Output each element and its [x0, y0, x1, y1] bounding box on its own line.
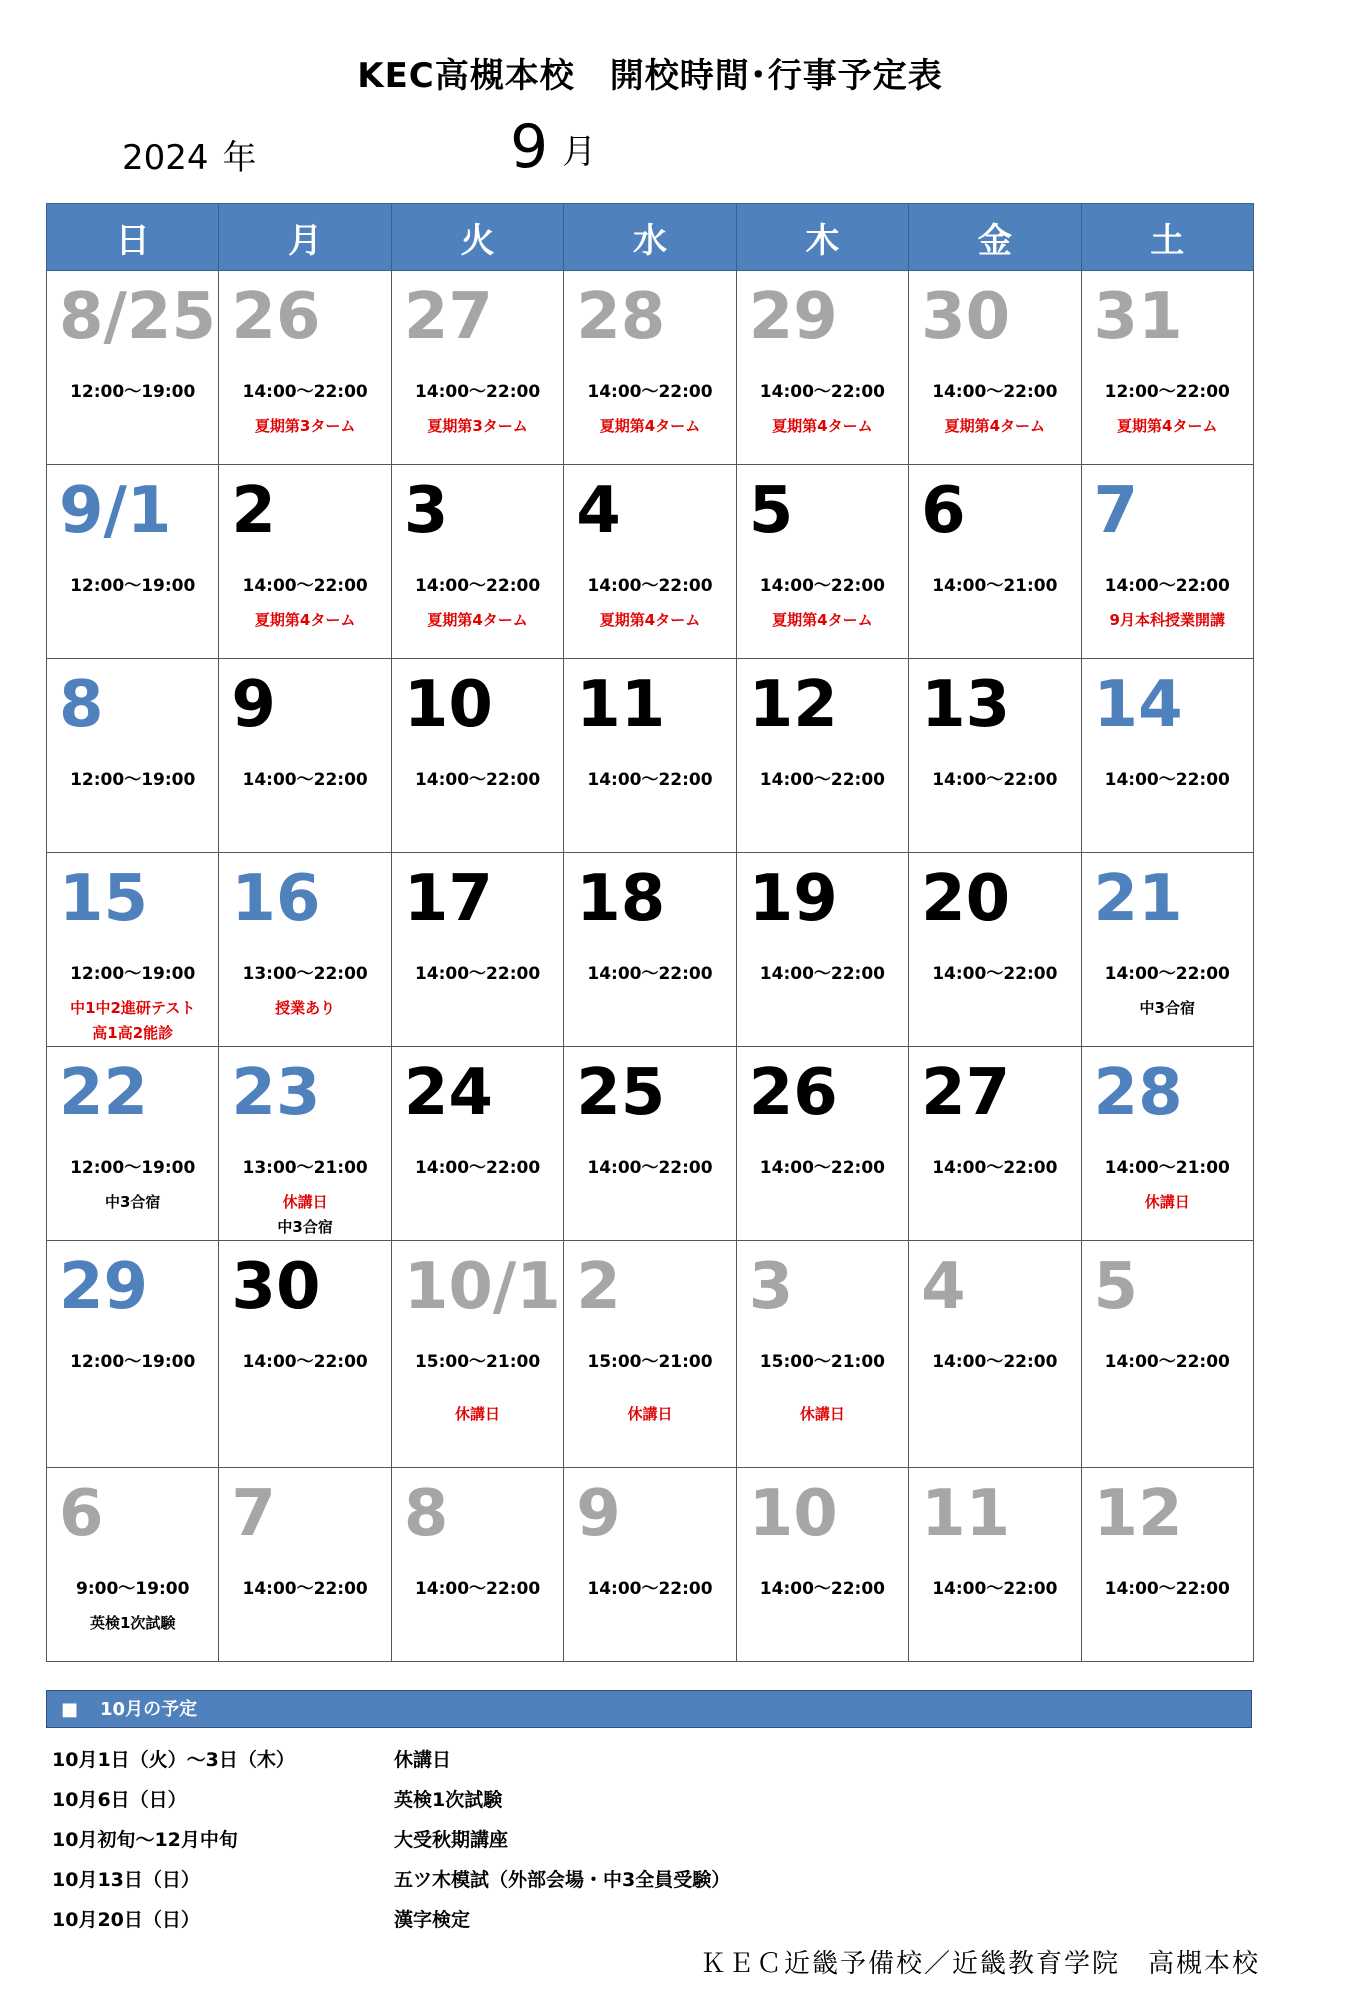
day-cell: [219, 271, 391, 465]
weekday-fri: 金: [909, 204, 1081, 271]
open-hours: 12:00～19:00: [70, 1352, 196, 1372]
square-bullet-icon: ■: [61, 1699, 79, 1720]
day-cell: [1081, 465, 1253, 659]
event-notes: [1082, 1190, 1253, 1215]
day-number: 27: [403, 280, 493, 354]
day-number: 12: [1093, 1477, 1183, 1551]
day-number: 25: [576, 1056, 666, 1130]
day-number: 2: [576, 1250, 621, 1324]
day-number: 23: [231, 1056, 321, 1130]
open-hours: 14:00～22:00: [587, 1579, 713, 1599]
week-row: [47, 465, 1254, 659]
day-number: 6: [59, 1477, 104, 1551]
schedule-item: [52, 1860, 1202, 1900]
day-number: 9/1: [59, 474, 172, 548]
event-notes: [47, 996, 218, 1046]
year-unit: 年: [222, 138, 257, 178]
open-hours: 14:00～22:00: [759, 1158, 886, 1178]
open-hours: 12:00～19:00: [70, 382, 196, 402]
weekday-thu: 木: [736, 204, 908, 271]
week-row: [47, 1047, 1254, 1241]
event-note: 夏期第3ターム: [254, 417, 356, 435]
open-hours: 14:00～22:00: [587, 1158, 713, 1178]
open-hours: 14:00～22:00: [242, 382, 368, 402]
event-notes: [909, 414, 1080, 439]
event-notes: [219, 608, 390, 633]
event-notes: [1082, 414, 1253, 439]
event-note: 夏期第3ターム: [427, 417, 528, 435]
event-note: 夏期第4ターム: [772, 417, 873, 435]
open-hours: 13:00～22:00: [242, 964, 368, 984]
day-number: 18: [576, 862, 666, 936]
open-hours: 14:00～22:00: [414, 1158, 541, 1178]
open-hours: 15:00～21:00: [759, 1352, 886, 1372]
day-cell: [219, 465, 391, 659]
week-row: [47, 271, 1254, 465]
day-cell: [736, 659, 908, 853]
schedule-event: 英検1次試験: [394, 1789, 503, 1811]
weekday-header-row: [47, 204, 1254, 271]
day-number: 11: [921, 1477, 1011, 1551]
schedule-item: [52, 1820, 1202, 1860]
schedule-event: 休講日: [394, 1749, 452, 1771]
day-number: 31: [1093, 280, 1183, 354]
year-value: 2024: [122, 138, 209, 178]
week-row: [47, 853, 1254, 1047]
schedule-event: 大受秋期講座: [394, 1829, 509, 1851]
day-number: 5: [1093, 1250, 1139, 1324]
day-number: 27: [921, 1056, 1011, 1130]
day-number: 10: [403, 668, 493, 742]
day-cell: [909, 1047, 1081, 1241]
day-cell: [47, 853, 219, 1047]
event-note: 休講日: [282, 1193, 328, 1211]
day-number: 29: [59, 1250, 149, 1324]
day-number: 9: [576, 1477, 621, 1551]
event-notes: [392, 1402, 563, 1427]
event-note: 夏期第4ターム: [599, 611, 701, 629]
day-number: 19: [748, 862, 838, 936]
day-cell: [47, 1468, 219, 1662]
day-cell: [564, 1241, 736, 1468]
schedule-date: 10月13日（日）: [52, 1869, 200, 1891]
day-number: 29: [748, 280, 838, 354]
open-hours: 14:00～22:00: [932, 1352, 1058, 1372]
day-cell: [391, 465, 563, 659]
day-cell: [736, 1241, 908, 1468]
day-cell: [219, 1468, 391, 1662]
event-note: 夏期第4ターム: [599, 417, 701, 435]
weekday-sun: 日: [47, 204, 219, 271]
open-hours: 14:00～22:00: [1104, 964, 1230, 984]
day-number: 4: [576, 474, 621, 548]
day-cell: [564, 1468, 736, 1662]
open-hours: 12:00～19:00: [70, 964, 196, 984]
event-note: 中3合宿: [104, 1193, 161, 1211]
event-note: 中3合宿: [1139, 999, 1195, 1017]
schedule-item: [52, 1780, 1202, 1820]
day-number: 10/1: [403, 1250, 561, 1324]
day-number: 28: [1093, 1056, 1183, 1130]
event-notes: [737, 414, 908, 439]
event-notes: [1082, 996, 1253, 1021]
open-hours: 14:00～22:00: [1104, 1579, 1230, 1599]
day-cell: [47, 271, 219, 465]
open-hours: 14:00～22:00: [932, 382, 1058, 402]
schedule-date: 10月1日（火）～3日（木）: [52, 1749, 295, 1771]
open-hours: 15:00～21:00: [587, 1352, 713, 1372]
month-unit: 月: [562, 132, 597, 172]
open-hours: 14:00～22:00: [242, 1352, 368, 1372]
event-notes: [219, 1190, 390, 1240]
day-number: 6: [921, 474, 966, 548]
week-row: [47, 1241, 1254, 1468]
event-note: 休講日: [455, 1405, 501, 1423]
day-number: 9: [231, 668, 276, 742]
event-note: 9月本科授業開講: [1109, 611, 1225, 629]
day-number: 3: [403, 474, 449, 548]
day-cell: [909, 659, 1081, 853]
weekday-tue: 火: [391, 204, 563, 271]
day-number: 2: [231, 474, 276, 548]
day-cell: [391, 1047, 563, 1241]
day-cell: [736, 1047, 908, 1241]
open-hours: 14:00～21:00: [932, 576, 1058, 596]
week-row: [47, 659, 1254, 853]
schedule-heading: 10月の予定: [100, 1699, 198, 1720]
day-cell: [391, 853, 563, 1047]
day-cell: [391, 659, 563, 853]
day-cell: [909, 853, 1081, 1047]
schedule-date: 10月6日（日）: [52, 1789, 187, 1811]
day-number: 30: [921, 280, 1011, 354]
open-hours: 14:00～22:00: [759, 964, 886, 984]
day-cell: [1081, 659, 1253, 853]
day-cell: [564, 659, 736, 853]
open-hours: 14:00～22:00: [414, 576, 541, 596]
open-hours: 14:00～22:00: [414, 1579, 541, 1599]
day-number: 11: [576, 668, 666, 742]
event-notes: [392, 414, 563, 439]
day-cell: [1081, 1047, 1253, 1241]
event-note: 中1中2進研テスト: [70, 999, 196, 1017]
day-number: 8/25: [59, 280, 216, 354]
day-number: 24: [403, 1056, 493, 1130]
weekday-wed: 水: [564, 204, 736, 271]
open-hours: 14:00～22:00: [759, 1579, 886, 1599]
open-hours: 14:00～22:00: [1104, 1352, 1230, 1372]
day-cell: [736, 271, 908, 465]
day-cell: [1081, 1241, 1253, 1468]
open-hours: 14:00～22:00: [414, 964, 541, 984]
event-note: 夏期第4ターム: [944, 417, 1046, 435]
day-cell: [1081, 271, 1253, 465]
event-notes: [737, 1402, 908, 1427]
event-note: 夏期第4ターム: [254, 611, 356, 629]
day-number: 16: [231, 862, 321, 936]
event-note: 中3合宿: [277, 1218, 333, 1236]
day-number: 13: [921, 668, 1011, 742]
open-hours: 14:00～22:00: [1104, 770, 1230, 790]
day-cell: [219, 853, 391, 1047]
day-cell: [736, 853, 908, 1047]
open-hours: 15:00～21:00: [414, 1352, 541, 1372]
day-cell: [564, 465, 736, 659]
day-number: 7: [1093, 474, 1139, 548]
schedule-heading-bar: [46, 1690, 1252, 1728]
weekday-sat: 土: [1081, 204, 1253, 271]
schedule-list: [52, 1740, 1202, 1940]
event-notes: [564, 414, 735, 439]
event-note: 休講日: [799, 1405, 845, 1423]
schedule-date: 10月20日（日）: [52, 1909, 200, 1931]
day-cell: [1081, 1468, 1253, 1662]
weekday-mon: 月: [219, 204, 391, 271]
event-notes: [47, 1611, 218, 1636]
day-number: 15: [59, 862, 149, 936]
day-number: 8: [59, 668, 104, 742]
day-cell: [1081, 853, 1253, 1047]
day-number: 7: [231, 1477, 276, 1551]
open-hours: 12:00～19:00: [70, 1158, 196, 1178]
day-number: 30: [231, 1250, 321, 1324]
open-hours: 14:00～22:00: [587, 964, 713, 984]
day-number: 26: [231, 280, 321, 354]
day-cell: [909, 465, 1081, 659]
open-hours: 13:00～21:00: [242, 1158, 368, 1178]
open-hours: 14:00～22:00: [587, 382, 713, 402]
open-hours: 12:00～19:00: [70, 576, 196, 596]
day-cell: [564, 271, 736, 465]
month-value: 9: [510, 112, 549, 182]
event-notes: [47, 1190, 218, 1215]
day-cell: [391, 1468, 563, 1662]
day-cell: [736, 1468, 908, 1662]
open-hours: 14:00～21:00: [1104, 1158, 1230, 1178]
day-cell: [47, 1047, 219, 1241]
event-notes: [219, 414, 390, 439]
open-hours: 14:00～22:00: [759, 382, 886, 402]
calendar-table: [46, 203, 1254, 1662]
open-hours: 14:00～22:00: [759, 770, 886, 790]
event-note: 高1高2能診: [92, 1024, 174, 1042]
day-number: 10: [748, 1477, 838, 1551]
open-hours: 14:00～22:00: [932, 1158, 1058, 1178]
day-cell: [736, 465, 908, 659]
day-number: 21: [1093, 862, 1183, 936]
open-hours: 14:00～22:00: [242, 770, 368, 790]
event-notes: [737, 608, 908, 633]
day-cell: [219, 659, 391, 853]
day-number: 5: [748, 474, 794, 548]
day-cell: [47, 659, 219, 853]
event-note: 夏期第4ターム: [427, 611, 528, 629]
open-hours: 14:00～22:00: [414, 382, 541, 402]
day-number: 17: [403, 862, 493, 936]
event-notes: [1082, 608, 1253, 633]
open-hours: 12:00～22:00: [1104, 382, 1230, 402]
event-notes: [564, 1402, 735, 1427]
week-row: [47, 1468, 1254, 1662]
open-hours: 14:00～22:00: [759, 576, 886, 596]
page-title: KEC高槻本校 開校時間･行事予定表: [357, 56, 943, 96]
day-cell: [391, 271, 563, 465]
schedule-event: 漢字検定: [394, 1909, 471, 1931]
day-number: 28: [576, 280, 666, 354]
event-note: 休講日: [1144, 1193, 1190, 1211]
event-note: 夏期第4ターム: [772, 611, 873, 629]
open-hours: 12:00～19:00: [70, 770, 196, 790]
day-cell: [219, 1047, 391, 1241]
day-cell: [909, 271, 1081, 465]
open-hours: 14:00～22:00: [932, 964, 1058, 984]
day-number: 26: [748, 1056, 838, 1130]
day-cell: [564, 853, 736, 1047]
day-cell: [909, 1468, 1081, 1662]
open-hours: 9:00～19:00: [76, 1579, 190, 1599]
day-number: 12: [748, 668, 838, 742]
year-label: [122, 130, 257, 179]
day-cell: [564, 1047, 736, 1241]
event-notes: [564, 608, 735, 633]
open-hours: 14:00～22:00: [414, 770, 541, 790]
open-hours: 14:00～22:00: [242, 576, 368, 596]
event-note: 英検1次試験: [89, 1614, 176, 1632]
open-hours: 14:00～22:00: [932, 770, 1058, 790]
event-note: 夏期第4ターム: [1117, 417, 1218, 435]
event-note: 授業あり: [275, 999, 336, 1017]
open-hours: 14:00～22:00: [587, 576, 713, 596]
schedule-item: [52, 1900, 1202, 1940]
calendar-body: [47, 271, 1254, 1662]
day-cell: [47, 465, 219, 659]
day-cell: [219, 1241, 391, 1468]
open-hours: 14:00～22:00: [242, 1579, 368, 1599]
day-cell: [391, 1241, 563, 1468]
day-number: 22: [59, 1056, 149, 1130]
day-number: 3: [748, 1250, 794, 1324]
day-number: 8: [403, 1477, 449, 1551]
month-label: [510, 112, 596, 182]
event-note: 休講日: [627, 1405, 673, 1423]
open-hours: 14:00～22:00: [932, 1579, 1058, 1599]
schedule-item: [52, 1740, 1202, 1780]
schedule-date: 10月初旬～12月中旬: [52, 1829, 238, 1851]
day-number: 4: [921, 1250, 966, 1324]
day-cell: [47, 1241, 219, 1468]
day-cell: [909, 1241, 1081, 1468]
schedule-event: 五ツ木模試（外部会場・中3全員受験）: [394, 1869, 731, 1891]
event-notes: [392, 608, 563, 633]
event-notes: [219, 996, 390, 1021]
footer-school-name: ＫＥＣ近畿予備校／近畿教育学院 高槻本校: [700, 1949, 1261, 1979]
day-number: 14: [1093, 668, 1183, 742]
open-hours: 14:00～22:00: [1104, 576, 1230, 596]
open-hours: 14:00～22:00: [587, 770, 713, 790]
day-number: 20: [921, 862, 1011, 936]
